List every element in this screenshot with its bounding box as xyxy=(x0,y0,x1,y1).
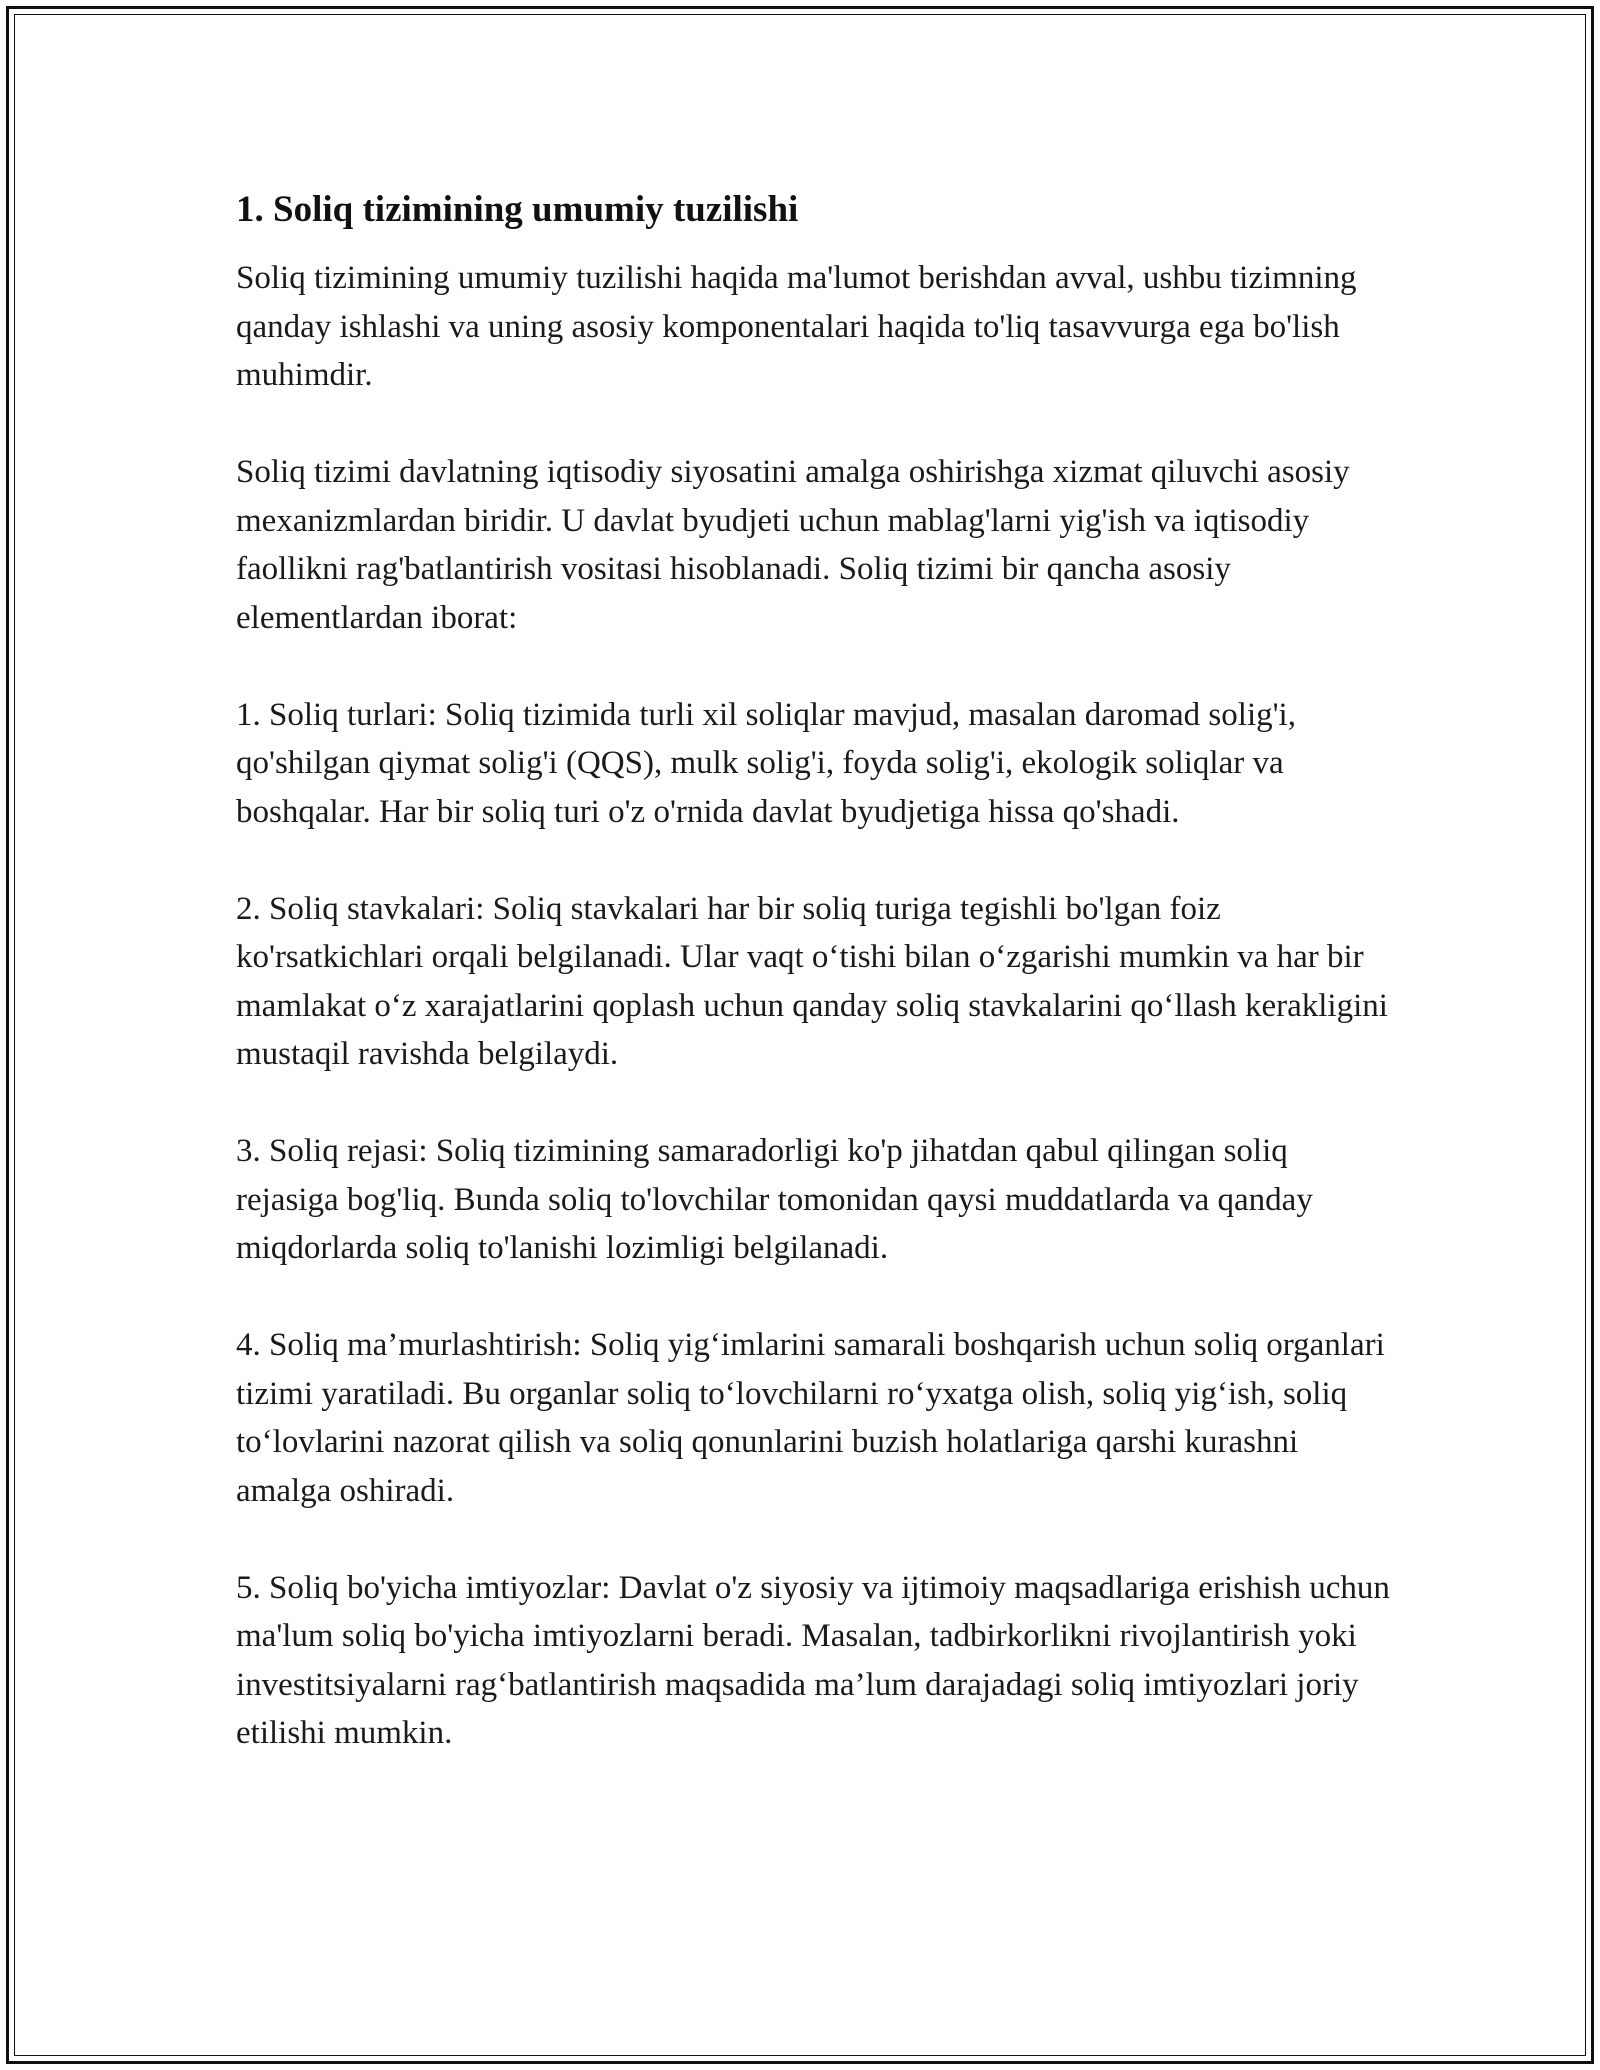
paragraph-tax-administration: 4. Soliq ma’murlashtirish: Soliq yig‘imlarini samarali boshqarish uchun soliq organlari tizimi yaratiladi. Bu organlar soliq to‘lovchilarni ro‘yxatga olish, soliq yig‘ish, soliq to‘lovlarini nazorat qilish va soliq qonunlarini buzish holatlariga qarshi kurashni amalga oshiradi. xyxy=(236,1327,1385,1509)
section-heading: 1. Soliq tizimining umumiy tuzilishi xyxy=(236,189,799,230)
paragraph-tax-types: 1. Soliq turlari: Soliq tizimida turli xil soliqlar mavjud, masalan daromad solig'i, qo'shilgan qiymat solig'i (QQS), mulk solig'i, foyda solig'i, ekologik soliqlar va boshqalar. Har bir soliq turi o'z o'rnida davlat byudjetiga hissa qo'shadi. xyxy=(236,696,1296,830)
paragraph-tax-plan: 3. Soliq rejasi: Soliq tizimining samaradorligi ko'p jihatdan qabul qilingan soliq rejasiga bog'liq. Bunda soliq to'lovchilar tomonidan qaysi muddatlarda va qanday miqdorlarda soliq to'lanishi lozimligi belgilanadi. xyxy=(236,1133,1313,1266)
paragraph-tax-benefits: 5. Soliq bo'yicha imtiyozlar: Davlat o'z siyosiy va ijtimoiy maqsadlariga erishish uchun ma'lum soliq bo'yicha imtiyozlarni beradi. Masalan, tadbirkorlikni rivojlantirish yoki investitsiyalarni rag‘batlantirish maqsadida ma’lum darajadagi soliq imtiyozlari joriy etilishi mumkin. xyxy=(236,1569,1390,1751)
document-body xyxy=(236,186,1396,1806)
paragraph-overview: Soliq tizimi davlatning iqtisodiy siyosatini amalga oshirishga xizmat qiluvchi asosiy mexanizmlardan biridir. U davlat byudjeti uchun mablag'larni yig'ish va iqtisodiy faollikni rag'batlantirish vositasi hisoblanadi. Soliq tizimi bir qancha asosiy elementlardan iborat: xyxy=(236,454,1350,636)
paragraph-tax-rates: 2. Soliq stavkalari: Soliq stavkalari har bir soliq turiga tegishli bo'lgan foiz ko'rsatkichlari orqali belgilanadi. Ular vaqt o‘tishi bilan o‘zgarishi mumkin va har bir mamlakat o‘z xarajatlarini qoplash uchun qanday soliq stavkalarini qo‘llash kerakligini mustaqil ravishda belgilaydi. xyxy=(236,890,1388,1072)
paragraph-intro: Soliq tizimining umumiy tuzilishi haqida ma'lumot berishdan avval, ushbu tizimning qanday ishlashi va uning asosiy komponentalari haqida to'liq tasavvurga ega bo'lish muhimdir. xyxy=(236,260,1357,393)
